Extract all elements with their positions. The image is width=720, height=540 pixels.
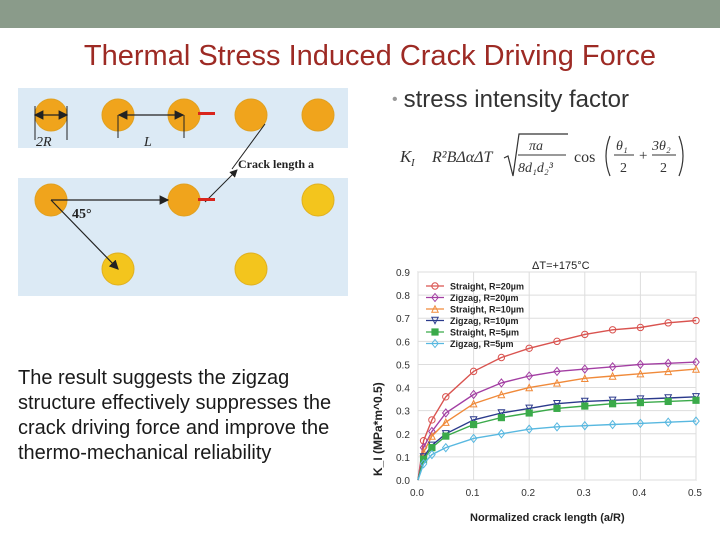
pad-circle bbox=[235, 99, 267, 131]
label-l: L bbox=[144, 135, 152, 150]
pad-circle bbox=[168, 184, 200, 216]
data-point bbox=[637, 399, 643, 405]
slide-top-bar bbox=[0, 0, 720, 28]
x-axis-label: Normalized crack length (a/R) bbox=[470, 512, 625, 524]
stress-intensity-formula bbox=[396, 130, 686, 182]
legend-label: Straight, R=20µm bbox=[450, 281, 524, 292]
x-tick-label: 0.5 bbox=[688, 488, 702, 499]
legend-label: Zigzag, R=20µm bbox=[450, 293, 519, 303]
y-tick-label: 0.5 bbox=[396, 360, 410, 372]
y-tick-label: 0.7 bbox=[396, 314, 410, 326]
crack-mark bbox=[198, 198, 215, 201]
bullet-text: stress intensity factor bbox=[403, 86, 630, 113]
y-tick-label: 0.6 bbox=[396, 337, 410, 349]
y-axis-label: K_I (MPa*m^0.5) bbox=[371, 382, 385, 476]
formula-plus: + bbox=[639, 148, 648, 164]
conclusion-text: The result suggests the zigzag structure effectively suppresses the crack driving force and improve the thermo-mechanical reliability bbox=[18, 367, 332, 464]
formula-right-paren bbox=[679, 136, 683, 176]
slide-title: Thermal Stress Induced Crack Driving Force bbox=[83, 40, 657, 72]
chart-title: ΔT=+175°C bbox=[532, 260, 590, 272]
data-point bbox=[665, 398, 671, 404]
y-tick-label: 0.0 bbox=[396, 476, 410, 487]
label-2r: 2R bbox=[36, 135, 52, 150]
formula-expr: R²BΔαΔT bbox=[432, 149, 493, 166]
formula-k: K bbox=[400, 147, 412, 166]
crack-path-diagram bbox=[18, 82, 348, 298]
y-tick-label: 0.3 bbox=[396, 406, 410, 418]
pad-circle bbox=[235, 253, 267, 285]
formula-denom-1: 2 bbox=[620, 161, 627, 176]
data-point bbox=[526, 410, 532, 416]
data-point bbox=[443, 433, 449, 439]
legend-label: Straight, R=10µm bbox=[450, 304, 524, 315]
data-point bbox=[554, 405, 560, 411]
x-tick-label: 0.4 bbox=[632, 488, 647, 499]
data-point bbox=[693, 397, 699, 403]
pad-circle bbox=[302, 99, 334, 131]
formula-numerator: πa bbox=[529, 139, 544, 154]
bullet-dot-icon: • bbox=[392, 91, 398, 108]
data-point bbox=[498, 414, 504, 420]
data-point bbox=[470, 421, 476, 427]
formula-left-paren bbox=[606, 136, 610, 176]
y-tick-label: 0.8 bbox=[396, 291, 410, 303]
x-tick-label: 0.1 bbox=[465, 488, 480, 499]
crack-mark bbox=[198, 112, 215, 115]
y-tick-label: 0.9 bbox=[396, 268, 410, 279]
x-tick-label: 0.3 bbox=[576, 488, 591, 499]
pad-circle bbox=[302, 184, 334, 216]
kI-vs-crack-length-chart bbox=[362, 250, 720, 540]
formula-k-sub: I bbox=[411, 157, 415, 169]
formula-denominator: 8d₁d₂³ bbox=[518, 161, 553, 176]
data-point bbox=[609, 401, 615, 407]
x-tick-label: 0.2 bbox=[521, 488, 536, 499]
legend-label: Straight, R=5µm bbox=[450, 327, 519, 338]
formula-theta1: θ₁ bbox=[616, 139, 628, 154]
y-tick-label: 0.4 bbox=[396, 383, 410, 395]
y-tick-label: 0.1 bbox=[396, 452, 410, 464]
legend-label: Zigzag, R=10µm bbox=[450, 316, 519, 326]
formula-denom-2: 2 bbox=[660, 161, 667, 176]
label-crack-length: Crack length a bbox=[238, 157, 314, 171]
bullet-item bbox=[392, 86, 629, 114]
legend-label: Zigzag, R=5µm bbox=[450, 339, 514, 349]
data-point bbox=[582, 403, 588, 409]
formula-cos: cos bbox=[574, 149, 596, 166]
label-angle: 45° bbox=[72, 207, 92, 222]
legend-marker bbox=[432, 329, 438, 335]
y-tick-label: 0.2 bbox=[396, 429, 410, 441]
formula-theta2: 3θ₂ bbox=[652, 139, 671, 154]
x-tick-label: 0.0 bbox=[410, 488, 424, 499]
